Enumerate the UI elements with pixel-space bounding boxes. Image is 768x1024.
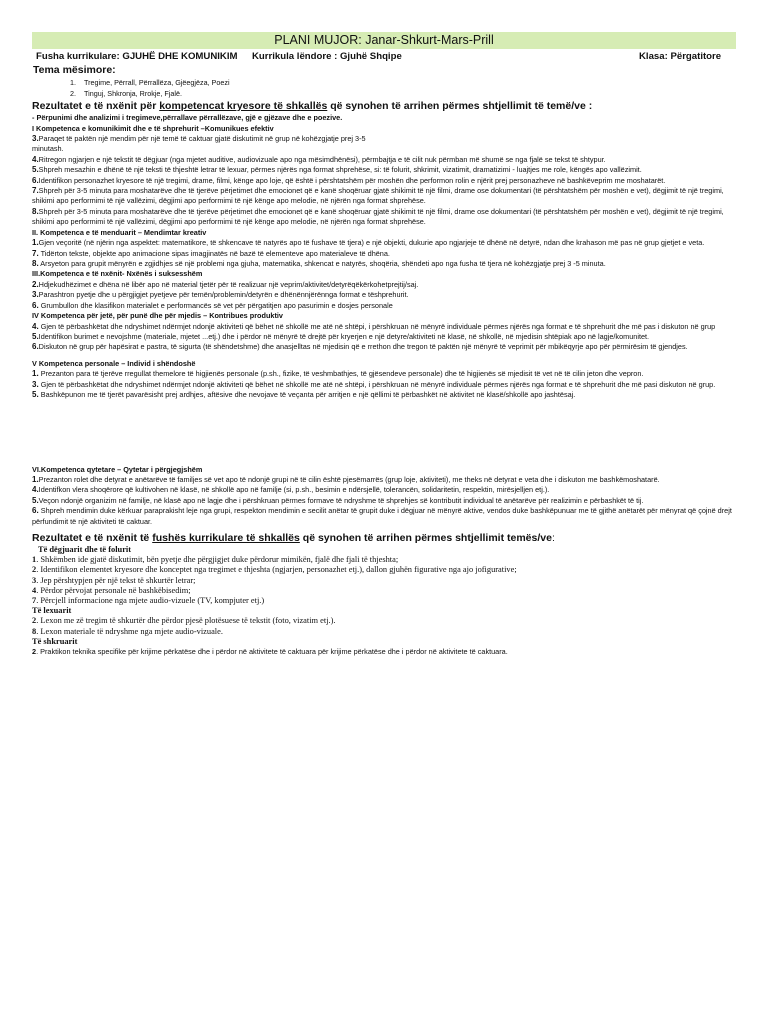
competence-item — [32, 186, 736, 207]
item-text: Identifkon vlera shoqërore që kultivohen në klasë, në shkollë apo në familje (si, p.sh., besimin e ndërsjellë, tolerancën, solidaritetin, respektin, mirësjelljen etj.). — [38, 485, 550, 495]
section1-heading-pre: Rezultatet e të nxënit për — [32, 100, 160, 112]
item-text: Prezanton para të tjerëve rregullat themelore të higjienës personale (p.sh., fizike, të veshmbathjes, të gjësendeve personale) dhe të higjienës së mjedisit të vet në të cilin jeton dhe vepron. — [38, 369, 644, 379]
section2-heading — [32, 532, 736, 545]
item-text: Bashkëpunon me të tjerët pavarësisht prej ardhjes, aftësive dhe nevojave të veçanta për arritjen e një qëllimi të përbashkët në aktivitet në klasë/shkollë apo jashtësaj. — [38, 390, 576, 400]
kurrikula-lendore: Kurrikula lëndore : Gjuhë Shqipe — [252, 51, 402, 62]
item-number: 2 — [32, 565, 37, 575]
item-number: 7. — [32, 248, 39, 258]
meta-row — [32, 50, 736, 64]
item-number: 3 — [32, 575, 37, 585]
item-number: 5. — [32, 332, 39, 341]
item-text: Grumbullon dhe klasifikon materialet e performancës së vet për përgatitjen apo pasurimin e dosjes personale — [38, 300, 393, 310]
item-text: Ritregon ngjarjen e një tekstit të dëgjuar (nga mjetet auditive, audiovizuale apo nga mësimdhënësi), përmbajtja e të cilit nuk përmban më shumë se nga fjalë se tekst të shtypur. — [38, 154, 606, 164]
subgroup-item — [32, 586, 736, 596]
competence-item — [32, 176, 736, 186]
competence-group-title: II. Kompetenca e të menduarit – Mendimtar kreativ — [32, 227, 207, 237]
item-text: Identifikon personazhet kryesore të një tregimi, drame, filmi, kënge apo loje, që është i përshtatshëm për moshën dhe performon rolin e njërit prej personazheve në bashkëveprim me moshatarët. — [38, 175, 666, 185]
subgroup-item — [32, 576, 736, 586]
item-number: 2 — [32, 647, 37, 657]
competence-group-title: IV Kompetenca për jetë, për punë dhe për mjedis – Kontribues produktiv — [32, 311, 283, 321]
competence-item — [32, 207, 736, 228]
subgroup-title: Të lexuarit — [32, 606, 72, 616]
item-number: 7. — [32, 186, 39, 196]
item-number: 6. — [32, 175, 39, 185]
subgroup-item — [32, 627, 736, 637]
item-text: Diskuton në grup për hapësirat e pastra, të sigurta (të shëndetshme) dhe anasjelltas në mjedisin që e rrethon dhe tregon të paktën një mënyrë të veprimit për mbikëqyrje apo për përmirësim të gjendjes. — [38, 342, 688, 352]
competence-item — [32, 134, 736, 144]
item-text: Hdjekudhëzimet e dhëna në libër apo në material tjetër për të realizuar një veprim/aktivitet/detyrëqëkërkohetprejtij/saj. — [38, 279, 419, 289]
tema-item: 2. Tinguj, Shkronja, Rrokje, Fjalë. — [78, 88, 736, 99]
competence-group-title: III.Kompetenca e të nxënit- Nxënës i suksesshëm — [32, 269, 203, 279]
competence-item — [32, 485, 736, 495]
competence-item — [32, 475, 736, 485]
item-number: 4. — [32, 485, 39, 495]
competence-group-title: V Kompetenca personale – Individ i shëndoshë — [32, 358, 196, 368]
competence-item — [32, 280, 736, 290]
competence-item — [32, 342, 736, 352]
subgroup-item — [32, 555, 736, 565]
section1-heading — [32, 100, 736, 113]
item-number: 4. — [32, 154, 39, 164]
item-number: 3. — [32, 379, 39, 389]
klasa: Klasa: Përgatitore — [639, 51, 722, 62]
item-text: Shpreh për 3-5 minuta para moshatarëve dhe të tjerëve përjetimet dhe emocionet që e kanë shoqëruar gjatë shikimit të një filmi, drame ose dokumentari (të përshtatshëm për moshën e vet), dëgjimit të një tregimi, shikimi apo performimi të një vallëzimi, dëgjimi apo performimi të një kënge apo melodie, në njërën nga format shprehëse. — [32, 186, 724, 206]
tema-item: 1. Tregime, Përrall, Përrallëza, Gjëegjëza, Poezi — [78, 77, 736, 88]
item-number: 8. — [32, 206, 39, 216]
competence-item — [32, 155, 736, 165]
item-text: Tidërton tekste, objekte apo animacione sipas imagjinatës në bazë të elementeve apo materialeve të dhëna. — [38, 248, 390, 258]
item-number: 3. — [32, 290, 39, 300]
item-number: 4. — [32, 321, 39, 331]
competence-item — [32, 144, 736, 154]
subgroup-title: Të dëgjuarit dhe të folurit — [38, 545, 132, 555]
tema-list — [32, 77, 736, 99]
item-number: 3. — [32, 134, 39, 143]
item-number: 1. — [32, 369, 39, 379]
section2-heading-colon: : — [551, 532, 555, 545]
section1-heading-post: që synohen të arrihen përmes shtjellimit të temë/ve : — [327, 100, 593, 112]
competence-item — [32, 322, 736, 332]
item-number: 2 — [32, 616, 37, 626]
item-number: 1. — [32, 475, 39, 485]
item-number: 8. — [32, 258, 39, 268]
item-number: 5. — [32, 165, 39, 175]
item-number: 1. — [32, 238, 39, 248]
item-number: 1 — [32, 555, 37, 565]
subgroup-item — [32, 647, 736, 657]
item-text: . Lexon me zë tregim të shkurtër dhe përdor pjesë plotësuese të tekstit (foto, vizatim etj.). — [36, 616, 336, 626]
section1-heading-underlined: kompetencat kryesore të shkallës — [159, 100, 328, 112]
competence-group-title: I Kompetenca e komunikimit dhe e të shprehurit –Komunikues efektiv — [32, 123, 274, 133]
competence-item — [32, 496, 736, 506]
item-number: 7 — [32, 596, 37, 606]
item-number: 6. — [32, 342, 39, 352]
document-page — [32, 32, 736, 657]
document-title: PLANI MUJOR: Janar-Shkurt-Mars-Prill — [32, 32, 736, 49]
item-text: Veçon ndonjë organizim në familje, në klasë apo në lagje dhe i përshkruan përmes formave të ndryshme të shprehjes së kontributit individual të anëtarëve për realizimin e përbashkët të tij. — [38, 495, 644, 505]
item-number: 2. — [32, 279, 39, 289]
competence-item — [32, 290, 736, 300]
subgroup-item — [32, 565, 736, 575]
subgroup-item — [32, 596, 736, 606]
item-text: Arsyeton para grupit mënyrën e zgjidhjes së një problemi nga gjuha, matematika, shkencat e natyrës, shoqëria, shëndeti apo nga fusha të tjera në kohëzgjatje prej 3 -5 minuta. — [38, 258, 606, 268]
section1-intro: - Përpunimi dhe analizimi i tregimeve,përrallave përrallëzave, gjë e gjëzave dhe e poezive. — [32, 113, 343, 122]
item-text: Prezanton rolet dhe detyrat e anëtarëve të familjes së vet apo të ndonjë grupi në të cilin është pjesëmarrës (grup loje, aktiviteti), me theks në detyrat e veta dhe i diskuton me bashkëmoshatarë. — [38, 475, 660, 485]
item-text: Parashtron pyetje dhe u përgjigjet pyetjeve për temën/problemin/detyrën e dhënënnjërënnga format e tëshprehurit. — [38, 290, 409, 300]
competence-item — [32, 238, 736, 248]
curricular-subgroups — [32, 545, 736, 657]
item-text: Shpreh mendimin duke kërkuar paraprakisht leje nga grupi, respekton mendimin e secilit anëtar të grupit duke i dëgjuar në mënyrë aktive, vendos duke bashkëpunuar me të gjithë anëtarët për mënyrat që çojnë drejt përfundimit të një aktiviteti të caktuar. — [32, 506, 732, 526]
item-text: minutash. — [32, 144, 64, 154]
item-number: 5. — [32, 390, 39, 400]
competence-item — [32, 165, 736, 175]
item-text: . Përcjell informacione nga mjete audio-vizuele (TV, kompjuter etj.) — [36, 596, 265, 606]
section2-heading-post: që synohen të arrihen përmes shtjellimit temës/ve — [299, 532, 552, 545]
item-text: . Përdor përvojat personale në bashkëbisedim; — [36, 585, 191, 595]
item-number: 6. — [32, 300, 39, 310]
item-text: Gjen të përbashkëtat dhe ndryshimet ndërmjet ndonjë aktiviteti që bëhet në shkollë me atë në shtëpi, i përshkruan në mënyrë individuale përmes njërës nga format e të shprehurit dhe më pas i diskuton në grup — [38, 321, 716, 331]
item-number: 6. — [32, 506, 39, 516]
competence-item — [32, 301, 736, 311]
competence-item — [32, 332, 736, 342]
item-text: Shpreh mesazhin e dhënë të një teksti të thjeshtë letrar të lexuar, përmes njërës nga format shprehëse, si: të folurit, shkrimit, vizatimit, dramatizimi - luajtjes me role, këngës apo vallëzimit. — [38, 165, 642, 175]
section2-heading-underlined: fushës kurrikulare të shkallës — [152, 532, 300, 545]
competence-item — [32, 390, 736, 400]
competence-item — [32, 380, 736, 390]
competence-group-title: VI.Kompetenca qytetare – Qytetar i përgjegjshëm — [32, 464, 203, 474]
fusha-kurrikulare: Fusha kurrikulare: GJUHË DHE KOMUNIKIM — [36, 51, 238, 62]
competence-item — [32, 506, 736, 527]
item-text: . Praktikon teknika specifike për krijime përkatëse dhe i përdor në aktivitete të caktuara për krijime përkatëse dhe i përdor në aktivitete të caktuara. — [36, 647, 508, 657]
item-text: . Lexon materiale të ndryshme nga mjete audio-vizuale. — [36, 626, 223, 636]
subgroup-item — [32, 616, 736, 626]
tema-heading: Tema mësimore: — [33, 64, 116, 76]
item-text: . Jep përshtypjen për një tekst të shkurtër letrar; — [36, 575, 196, 585]
subgroup-title: Të shkruarit — [32, 636, 78, 646]
competence-item — [32, 259, 736, 269]
competence-groups — [32, 124, 736, 528]
item-text: . Identifikon elementet kryesore dhe konceptet nga tregimet e thjeshta (ngjarjen, personazhet etj.), dallon gjuhën figurative nga ajo jofigurative; — [36, 565, 517, 575]
competence-item — [32, 369, 736, 379]
item-number: 8 — [32, 626, 37, 636]
item-text: Shpreh për 3-5 minuta para moshatarëve dhe të tjerëve përjetimet dhe emocionet që e kanë shoqëruar gjatë shikimit të një filmi, drame ose dokumentari (të përshtatshëm për moshën e vet), dëgjimit të një tregimi, shikimi apo performimi të një vallëzimi, dëgjimi apo performimi të një kënge apo melodie, në njërën nga format shprehëse. — [32, 206, 724, 227]
item-text: Gjen veçoritë (në njërin nga aspektet: matematikore, të shkencave të natyrës apo të fushave të tjera) e një objekti, dukurie apo ngjarjeje të dhënë në detyrë, ndan dhe krahason më pas në grup gjetjet e veta. — [38, 238, 705, 248]
competence-item — [32, 249, 736, 259]
item-text: Gjen të përbashkëtat dhe ndryshimet ndërmjet ndonjë aktiviteti që bëhet në shkollë me atë në shtëpi, i përshkruan në mënyrë individuale përmes njërës nga format e të shprehurit dhe më pasi diskuton në grup. — [38, 379, 716, 389]
item-text: . Shkëmben ide gjatë diskutimit, bën pyetje dhe përgjigjet duke përdorur mimikën, fjalë dhe fjali të thjeshta; — [36, 555, 399, 565]
section2-heading-pre: Rezultatet e të nxënit të — [32, 532, 153, 545]
item-number: 4 — [32, 585, 37, 595]
item-text: Paraqet të paktën një mendim për një temë të caktuar gjatë diskutimit në grup në kohëzgjatje prej 3-5 — [38, 134, 366, 143]
item-number: 5. — [32, 495, 39, 505]
item-text: Identifikon burimet e nevojshme (materiale, mjetet ...etj.) dhe i përdor në mënyrë të drejtë për kryerjen e një detyre/aktiviteti në klasë, në shkollë, në mjedisin shtëpiak apo në lagje/komunitet. — [38, 332, 650, 341]
